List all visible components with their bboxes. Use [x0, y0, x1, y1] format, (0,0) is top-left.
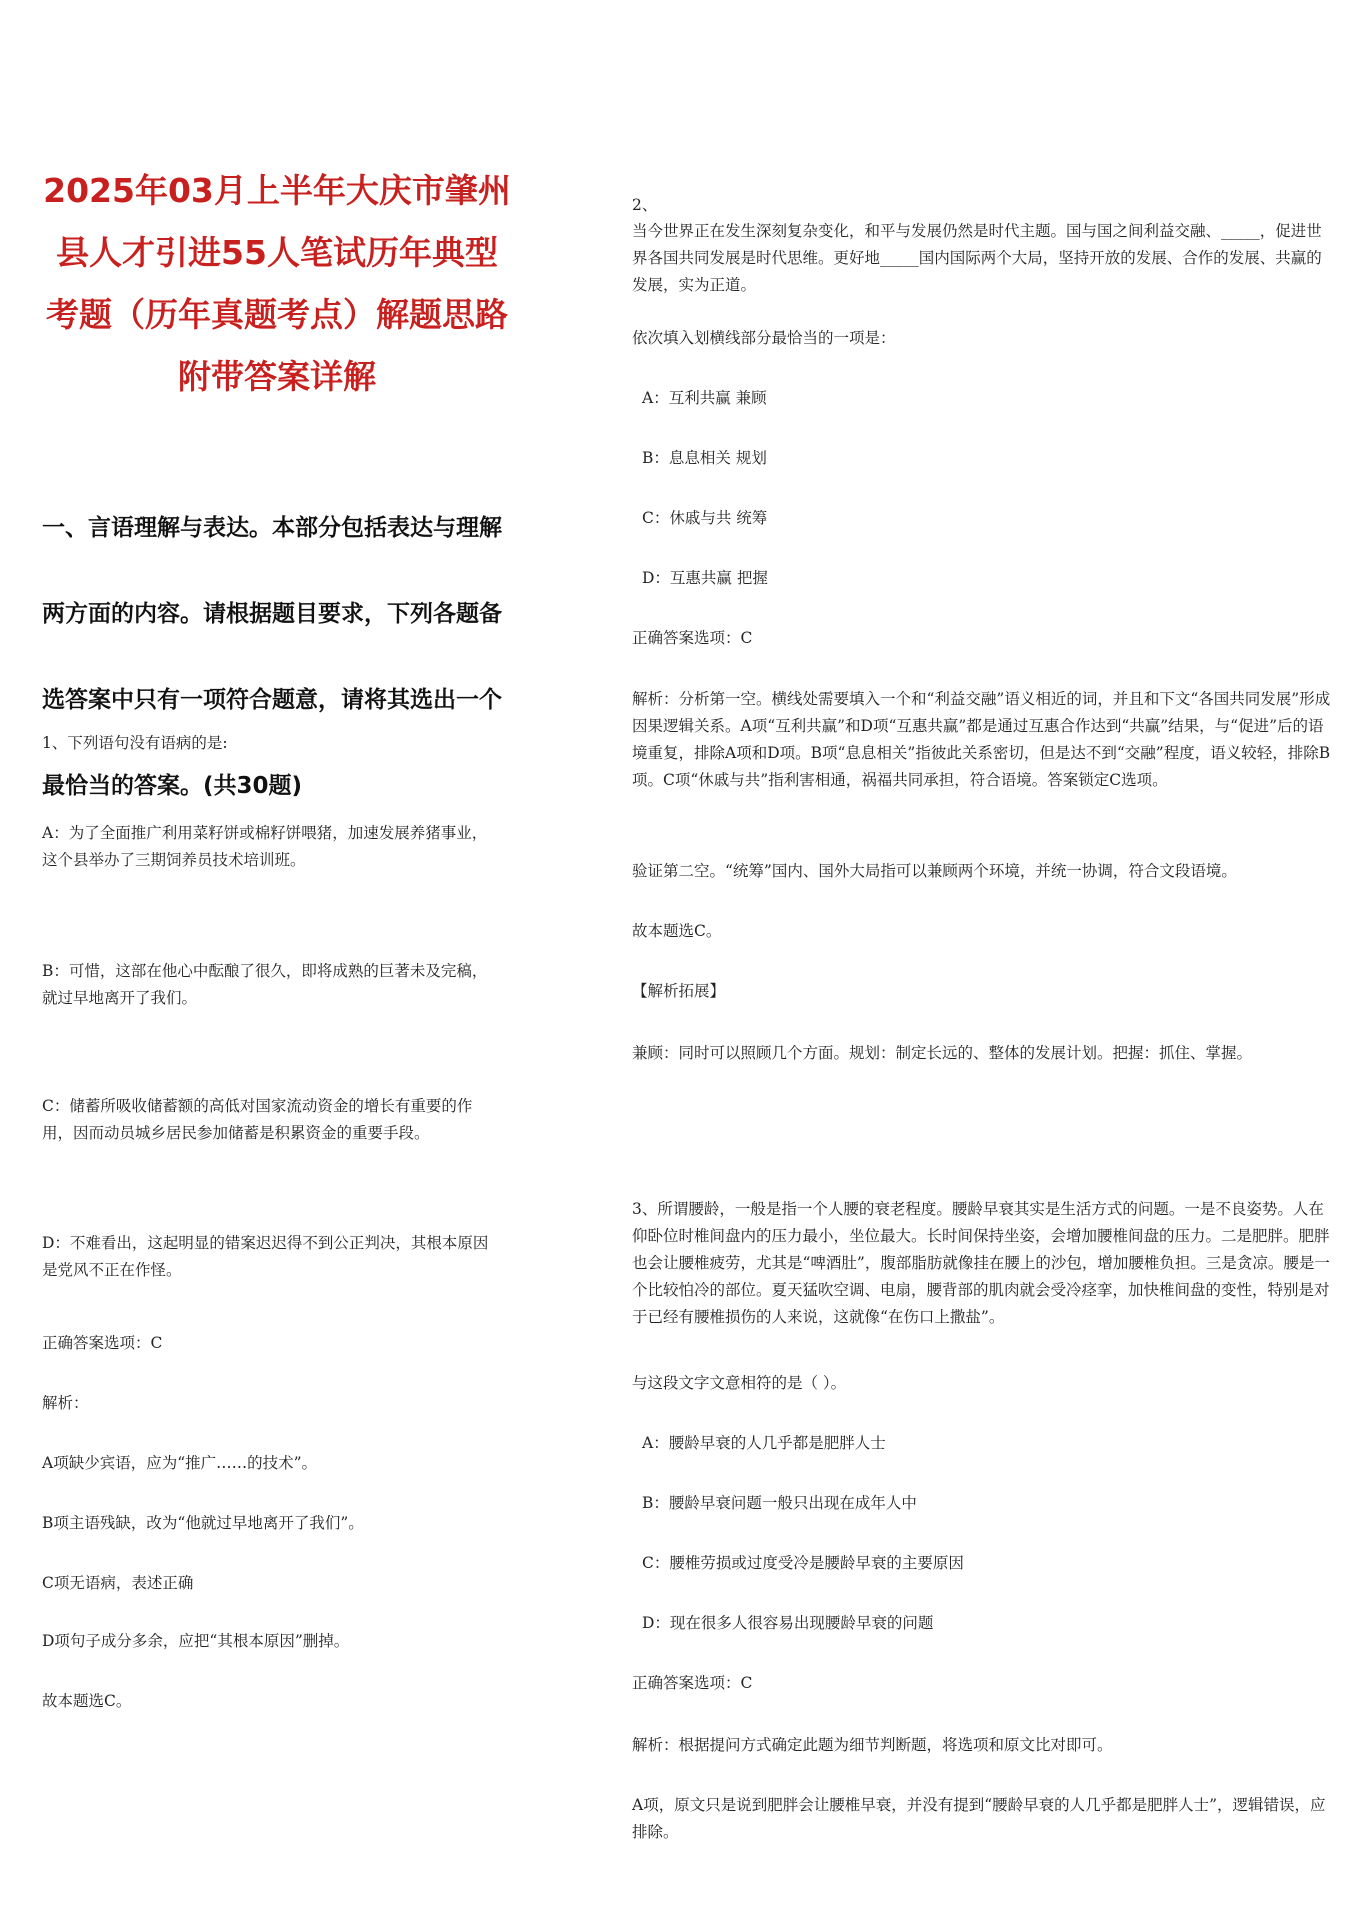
document-title: 2025年03月上半年大庆市肇州县人才引进55人笔试历年典型考题（历年真题考点）解题思路附带答案详解: [43, 171, 511, 396]
q2-extension-label: 【解析拓展】: [632, 982, 726, 1000]
q1-option-c: C：储蓄所吸收储蓄额的高低对国家流动资金的增长有重要的作用，因而动员城乡居民参加储蓄是积累资金的重要手段。: [42, 1097, 473, 1142]
q1-analysis-a: A项缺少宾语，应为“推广……的技术”。: [42, 1454, 318, 1472]
q1-answer: 正确答案选项：C: [42, 1334, 163, 1352]
q1-analysis-b: B项主语残缺，改为“他就过早地离开了我们”。: [42, 1514, 364, 1532]
q3-answer: 正确答案选项：C: [632, 1674, 753, 1692]
q1-stem: 1、下列语句没有语病的是:: [42, 734, 228, 752]
q1-analysis-c: C项无语病，表述正确: [42, 1574, 194, 1592]
q2-option-c: C：休戚与共 统筹: [642, 509, 768, 527]
q1-analysis-d: D项句子成分多余，应把“其根本原因”删掉。: [42, 1632, 350, 1650]
q3-option-b: B：腰龄早衰问题一般只出现在成年人中: [642, 1494, 917, 1512]
q2-number: 2、: [632, 196, 658, 214]
q1-conclusion: 故本题选C。: [42, 1692, 132, 1710]
q2-option-d: D：互惠共赢 把握: [642, 569, 768, 587]
q2-conclusion: 故本题选C。: [632, 922, 722, 940]
q3-question: 与这段文字文意相符的是（ ）。: [632, 1374, 847, 1392]
q3-option-d: D：现在很多人很容易出现腰龄早衰的问题: [642, 1614, 934, 1632]
q2-analysis: 解析：分析第一空。横线处需要填入一个和“利益交融”语义相近的词，并且和下文“各国共同发展”形成因果逻辑关系。A项“互利共赢”和D项“互惠共赢”都是通过互惠合作达到“共赢”结果，与“促进”后的语境重复，排除A项和D项。B项“息息相关”指彼此关系密切，但是达不到“交融”程度，语义较轻，排除B项。C项“休戚与共”指利害相通，祸福共同承担，符合语境。答案锁定C选项。: [632, 690, 1331, 789]
q2-option-b: B：息息相关 规划: [642, 449, 767, 467]
section-heading: 一、言语理解与表达。本部分包括表达与理解两方面的内容。请根据题目要求，下列各题备选答案中只有一项符合题意，请将其选出一个最恰当的答案。(共30题): [42, 515, 502, 799]
q3-analysis: 解析：根据提问方式确定此题为细节判断题，将选项和原文比对即可。: [632, 1736, 1113, 1754]
q2-answer: 正确答案选项：C: [632, 629, 753, 647]
q2-stem: 当今世界正在发生深刻复杂变化，和平与发展仍然是时代主题。国与国之间利益交融、_____，促进世界各国共同发展是时代思维。更好地_____国内国际两个大局，坚持开放的发展、合作的发展、共赢的发展，实为正道。: [632, 222, 1322, 294]
q1-option-b: B：可惜，这部在他心中酝酿了很久，即将成熟的巨著未及完稿，就过早地离开了我们。: [42, 962, 488, 1007]
q2-option-a: A：互利共赢 兼顾: [642, 389, 767, 407]
q3-stem: 3、所谓腰龄，一般是指一个人腰的衰老程度。腰龄早衰其实是生活方式的问题。一是不良姿势。人在仰卧位时椎间盘内的压力最小，坐位最大。长时间保持坐姿，会增加腰椎间盘的压力。二是肥胖。肥胖也会让腰椎疲劳，尤其是“啤酒肚”，腹部脂肪就像挂在腰上的沙包，增加腰椎负担。三是贪凉。腰是一个比较怕冷的部位。夏天猛吹空调、电扇，腰背部的肌肉就会受冷痉挛，加快椎间盘的变性，特别是对于已经有腰椎损伤的人来说，这就像“在伤口上撒盐”。: [632, 1200, 1330, 1326]
q2-question: 依次填入划横线部分最恰当的一项是：: [632, 329, 896, 347]
q3-analysis-a: A项，原文只是说到肥胖会让腰椎早衰，并没有提到“腰龄早衰的人几乎都是肥胖人士”，逻辑错误，应排除。: [632, 1796, 1326, 1841]
q2-verify: 验证第二空。“统筹”国内、国外大局指可以兼顾两个环境，并统一协调，符合文段语境。: [632, 862, 1237, 880]
q1-option-d: D：不难看出，这起明显的错案迟迟得不到公正判决，其根本原因是党风不正在作怪。: [42, 1234, 489, 1279]
q3-option-c: C：腰椎劳损或过度受冷是腰龄早衰的主要原因: [642, 1554, 964, 1572]
q3-option-a: A：腰龄早衰的人几乎都是肥胖人士: [642, 1434, 886, 1452]
q1-analysis-label: 解析：: [42, 1394, 89, 1412]
q2-extension: 兼顾：同时可以照顾几个方面。规划：制定长远的、整体的发展计划。把握：抓住、掌握。: [632, 1044, 1253, 1062]
q1-option-a: A：为了全面推广利用菜籽饼或棉籽饼喂猪，加速发展养猪事业，这个县举办了三期饲养员技术培训班。: [42, 824, 488, 869]
